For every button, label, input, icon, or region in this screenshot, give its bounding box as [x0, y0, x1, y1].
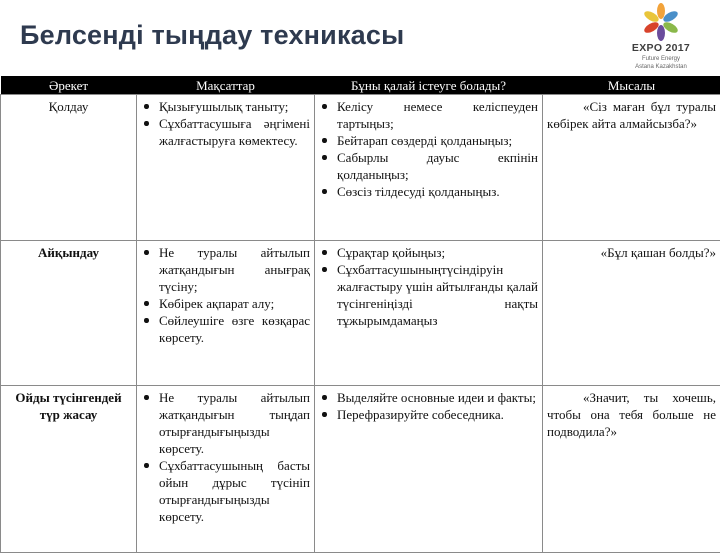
- list-item: Қызығушылық таныту;: [159, 98, 310, 115]
- action-cell: Айқындау: [1, 241, 137, 386]
- list-item: Сұхбаттасушының басты ойын дұрыс түсініп отырғандығыңызды көрсету.: [159, 457, 310, 525]
- list-item: Келісу немесе келіспеуден тартыңыз;: [337, 98, 538, 132]
- action-cell: Ойды түсінгендей түр жасау: [1, 386, 137, 553]
- example-cell: [543, 95, 720, 241]
- example-text: «Сіз маған бұл туралы көбірек айта алмайсызба?»: [547, 98, 716, 132]
- example-text: «Бұл қашан болды?»: [547, 244, 716, 261]
- table-header-row: [1, 76, 720, 95]
- list-item: Сұхбаттасушыға әңгімені жалғастыруға көмектесу.: [159, 115, 310, 149]
- goals-cell: [137, 95, 315, 241]
- list-item: Сөйлеушіге өзге көзқарас көрсету.: [159, 312, 310, 346]
- header-action: Әрекет: [1, 76, 137, 95]
- table-row: [1, 241, 720, 386]
- listening-techniques-table: [0, 76, 720, 553]
- goals-cell: [137, 241, 315, 386]
- list-item: Сұрақтар қойыңыз;: [337, 244, 538, 261]
- list-item: Көбірек ақпарат алу;: [159, 295, 310, 312]
- example-cell: [543, 386, 720, 553]
- expo-2017-logo: [622, 2, 700, 76]
- how-cell: [315, 241, 543, 386]
- table-row: [1, 386, 720, 553]
- header-goals: Мақсаттар: [137, 76, 315, 95]
- expo-flower-icon: [622, 2, 700, 42]
- list-item: Сұхбаттасушыныңтүсіндіруін жалғастыру үшін айтылғанды қалай түсінгеніңізді нақты тұжырымдамаңыз: [337, 261, 538, 329]
- slide-title: Белсенді тыңдау техникасы: [20, 20, 404, 51]
- example-text: «Значит, ты хочешь, чтобы она тебя больше не подводила?»: [547, 389, 716, 440]
- list-item: Не туралы айтылып жатқандығын тыңдап отырғандығыңызды көрсету.: [159, 389, 310, 457]
- logo-subline: Astana Kazakhstan: [622, 64, 700, 70]
- list-item: Перефразируйте собеседника.: [337, 406, 538, 423]
- how-cell: [315, 386, 543, 553]
- list-item: Сөзсіз тілдесуді қолданыңыз.: [337, 183, 538, 200]
- list-item: Выделяйте основные идеи и факты;: [337, 389, 538, 406]
- goals-cell: [137, 386, 315, 553]
- header-example: Мысалы: [543, 76, 720, 95]
- header-how: Бұны қалай істеуге болады?: [315, 76, 543, 95]
- action-cell: Қолдау: [1, 95, 137, 241]
- list-item: Не туралы айтылып жатқандығын анығрақ түсіну;: [159, 244, 310, 295]
- logo-tagline: Future Energy: [622, 56, 700, 62]
- logo-name: EXPO 2017: [622, 42, 700, 54]
- how-cell: [315, 95, 543, 241]
- list-item: Сабырлы дауыс екпінін қолданыңыз;: [337, 149, 538, 183]
- example-cell: [543, 241, 720, 386]
- table-row: [1, 95, 720, 241]
- list-item: Бейтарап сөздерді қолданыңыз;: [337, 132, 538, 149]
